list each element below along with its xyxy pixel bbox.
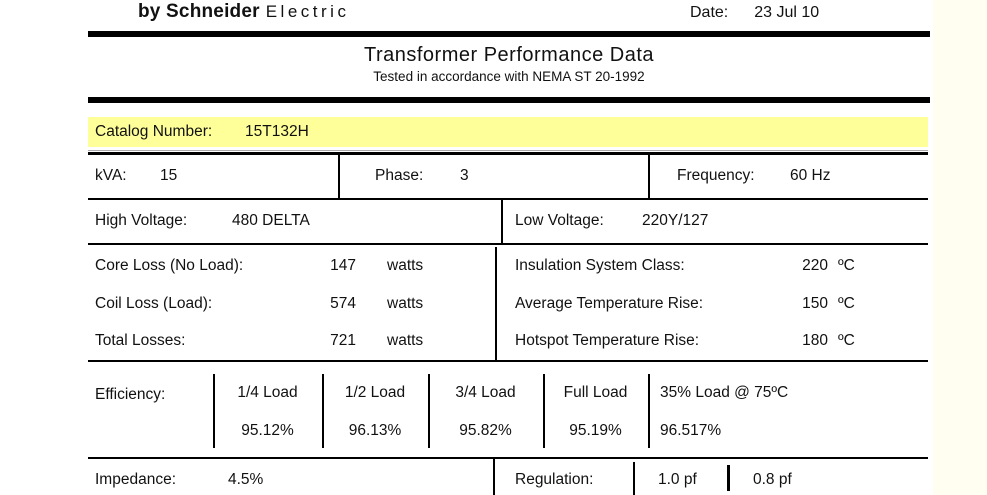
brand-electric: Electric <box>265 2 350 21</box>
phase-value: 3 <box>460 167 469 184</box>
catalog-number-row <box>88 117 928 147</box>
high-voltage-value: 480 DELTA <box>232 212 310 229</box>
avg-temp-rise-unit: ºC <box>838 295 855 312</box>
insulation-class-value: 220 <box>802 257 828 274</box>
page-title: Transformer Performance Data <box>363 44 654 66</box>
efficiency-label: Efficiency: <box>95 386 166 403</box>
efficiency-value: 95.19% <box>569 422 622 439</box>
impedance-label: Impedance: <box>95 471 176 488</box>
catalog-rule-shadow <box>88 150 928 151</box>
impedance-regulation-row <box>88 457 928 495</box>
efficiency-value: 96.517% <box>660 422 722 439</box>
insulation-class-unit: ºC <box>838 257 855 274</box>
impedance-value: 4.5% <box>228 471 264 488</box>
total-losses-label: Total Losses: <box>95 332 186 349</box>
core-loss-value: 147 <box>330 257 356 274</box>
load-header: 1/4 Load <box>237 384 298 401</box>
coil-loss-unit: watts <box>387 295 424 312</box>
load-header: Full Load <box>563 384 628 401</box>
high-voltage-label: High Voltage: <box>95 212 188 229</box>
insulation-class-label: Insulation System Class: <box>515 257 685 274</box>
catalog-number-label: Catalog Number: <box>95 123 213 140</box>
kva-label: kVA: <box>95 167 127 184</box>
regulation-label: Regulation: <box>515 471 594 488</box>
coil-loss-value: 574 <box>330 295 356 312</box>
regulation-divider <box>633 462 635 495</box>
frequency-label: Frequency: <box>677 167 755 184</box>
avg-temp-rise-label: Average Temperature Rise: <box>515 295 704 312</box>
efficiency-value: 96.13% <box>348 422 402 439</box>
column-divider <box>338 155 340 198</box>
load-header: 35% Load @ 75ºC <box>660 384 789 401</box>
hotspot-temp-rise-unit: ºC <box>838 332 855 349</box>
core-loss-unit: watts <box>387 257 424 274</box>
load-header: 1/2 Load <box>344 384 406 401</box>
date-value: 23 Jul 10 <box>754 4 820 21</box>
header-rule <box>88 31 930 37</box>
column-divider <box>501 200 503 243</box>
hotspot-temp-rise-label: Hotspot Temperature Rise: <box>515 332 700 349</box>
hotspot-temp-rise-value: 180 <box>802 332 828 349</box>
efficiency-value: 95.12% <box>241 422 294 439</box>
column-divider <box>648 155 650 198</box>
kva-value: 15 <box>160 167 178 184</box>
frequency-value: 60 Hz <box>790 167 831 184</box>
page-subtitle: Tested in accordance with NEMA ST 20-1992 <box>373 69 645 84</box>
load-header: 3/4 Load <box>455 384 516 401</box>
column-divider <box>648 374 650 448</box>
low-voltage-label: Low Voltage: <box>515 212 604 229</box>
efficiency-value: 95.82% <box>459 422 512 439</box>
date-row <box>690 4 819 22</box>
title-rule <box>88 97 930 103</box>
schneider-electric-logo-text <box>138 1 349 23</box>
low-voltage-value: 220Y/127 <box>642 212 709 229</box>
date-label: Date: <box>690 4 729 21</box>
voltage-row <box>88 200 928 245</box>
total-losses-unit: watts <box>387 332 424 349</box>
page-right-margin <box>933 0 987 495</box>
regulation-pf-1: 1.0 pf <box>658 471 697 488</box>
coil-loss-label: Coil Loss (Load): <box>95 295 213 312</box>
avg-temp-rise-value: 150 <box>802 295 828 312</box>
losses-thermal-section <box>88 247 928 362</box>
kva-phase-frequency-row <box>88 155 928 200</box>
total-losses-value: 721 <box>330 332 356 349</box>
core-loss-label: Core Loss (No Load): <box>95 257 244 274</box>
column-divider <box>495 247 497 360</box>
regulation-divider-bold <box>727 465 730 491</box>
column-divider <box>493 457 495 495</box>
efficiency-section <box>88 364 928 459</box>
regulation-pf-2: 0.8 pf <box>753 471 792 488</box>
phase-label: Phase: <box>375 167 424 184</box>
catalog-number-value: 15T132H <box>245 123 309 140</box>
brand-by-schneider: by Schneider <box>138 1 260 22</box>
